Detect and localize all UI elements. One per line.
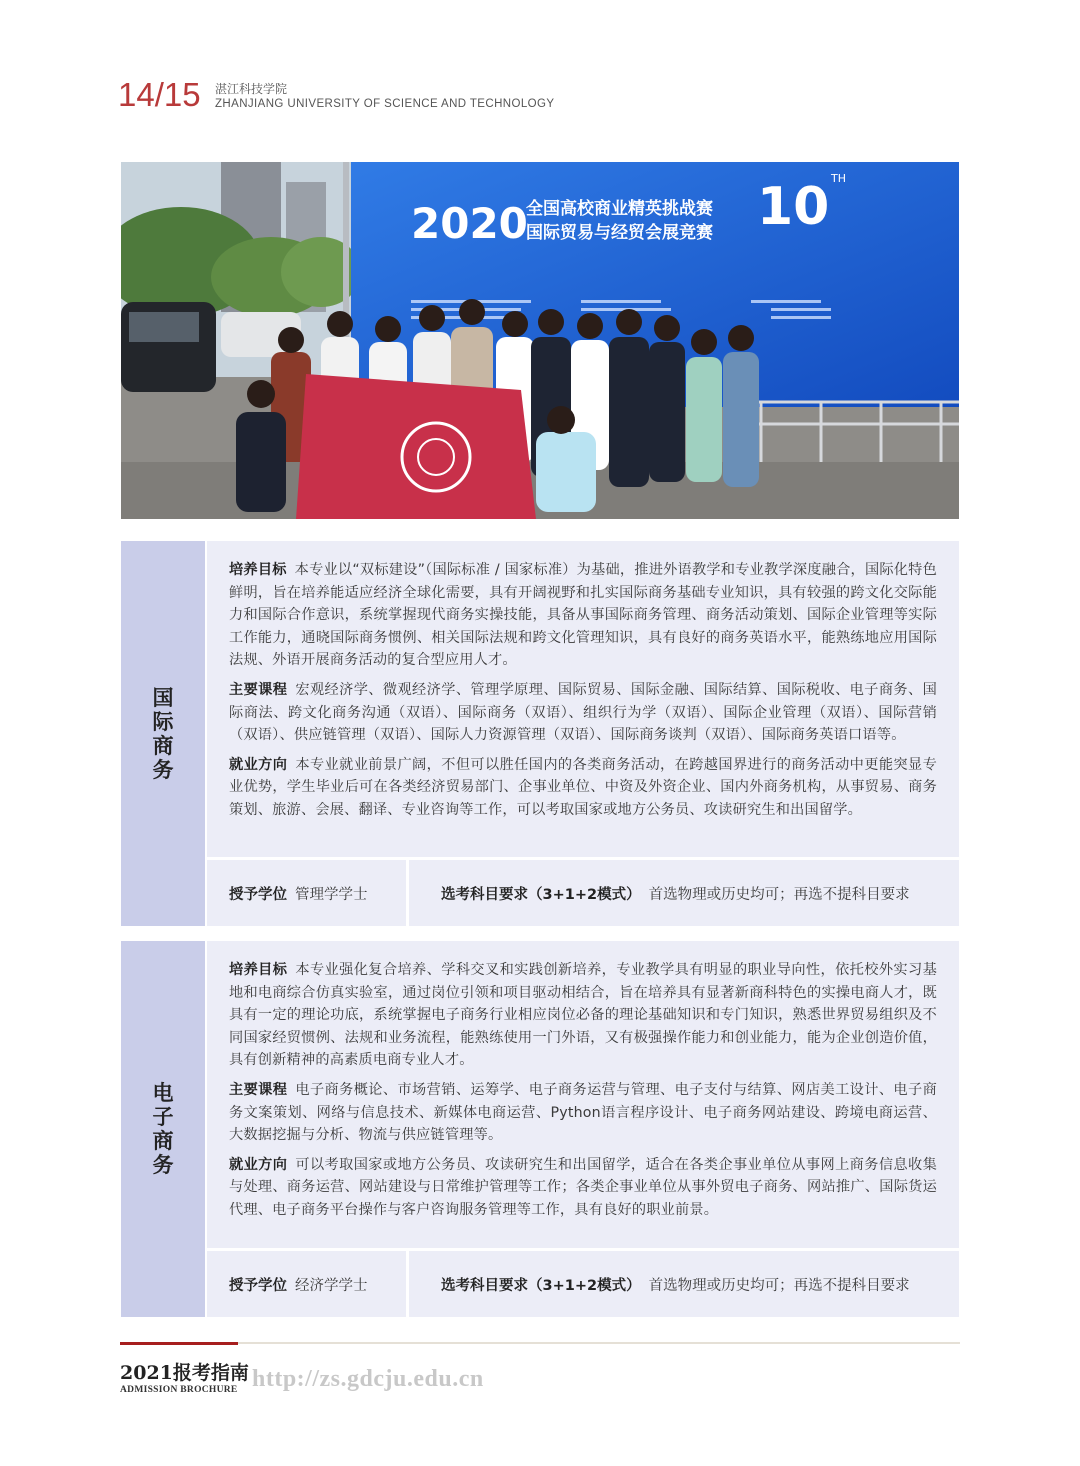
training-goal-text: 本专业以“双标建设”（国际标准 / 国家标准）为基础，推进外语教学和专业教学深度融合，国际化特色鲜明，旨在培养能适应经济全球化需要，具有开阔视野和扎实国际商务基础专业知识，具有较强的跨文化交际能力和国际合作意识，系统掌握现代商务实操技能，具备从事国际商务管理、商务活动策划、国际企业管理等实际工作能力，通晓国际商务惯例、相关国际法规和跨文化管理知识，具有良好的商务英语水平，能熟练地应用国际法规、外语开展商务活动的复合型应用人才。: [229, 562, 937, 669]
training-goal: [229, 559, 937, 672]
school-name-cn: 湛江科技学院: [215, 82, 288, 96]
banner-year: 2020: [411, 199, 528, 248]
degree-cell: [207, 860, 406, 926]
major-title-char: 际: [152, 709, 174, 734]
major-side-label: [121, 541, 205, 926]
main-courses: [229, 679, 937, 747]
career-direction: [229, 1154, 937, 1222]
degree-label: 授予学位: [229, 886, 287, 903]
degree-label: 授予学位: [229, 1277, 287, 1294]
major-title-char: 国: [152, 685, 174, 710]
subject-requirement-value: 首选物理或历史均可；再选不提科目要求: [648, 1277, 910, 1294]
major-title: [121, 686, 205, 782]
main-courses-label: 主要课程: [229, 681, 288, 698]
major-title-char: 子: [152, 1105, 174, 1129]
career-direction-label: 就业方向: [229, 756, 288, 773]
major-title: [121, 1081, 205, 1177]
banner-edition: 10: [757, 177, 830, 237]
degree-cell: [207, 1251, 406, 1317]
major-title-char: 务: [152, 757, 174, 782]
main-courses-text: 宏观经济学、微观经济学、管理学原理、国际贸易、国际金融、国际结算、国际税收、电子商务、国际商法、跨文化商务沟通（双语）、国际商务（双语）、组织行为学（双语）、国际企业管理（双语）、国际营销（双语）、供应链管理（双语）、国际人力资源管理（双语）、国际商务谈判（双语）、国际商务英语口语等。: [229, 681, 937, 744]
training-goal: [229, 959, 937, 1072]
major-side-label: [121, 941, 205, 1317]
footer-divider: [120, 1342, 960, 1344]
group-photo: [121, 162, 959, 519]
page-number: 14/15: [118, 76, 201, 113]
career-direction-label: 就业方向: [229, 1156, 288, 1173]
brochure-title-block: [120, 1362, 249, 1396]
banner-line1: 全国高校商业精英挑战赛: [526, 199, 713, 219]
major-description: [207, 541, 959, 857]
major-requirements-row: [207, 860, 959, 926]
subject-requirement-label: 选考科目要求（3+1+2模式）: [441, 1277, 641, 1294]
major-title-char: 商: [152, 733, 174, 758]
footer-divider-accent: [120, 1342, 238, 1345]
main-courses-text: 电子商务概论、市场营销、运筹学、电子商务运营与管理、电子支付与结算、网店美工设计、电子商务文案策划、网络与信息技术、新媒体电商运营、Python语言程序设计、电子商务网站建设、跨境电商运营、大数据挖掘与分析、物流与供应链管理等。: [229, 1081, 937, 1144]
banner-edition-sup: TH: [831, 172, 846, 185]
banner-line2: 国际贸易与经贸会展竞赛: [526, 223, 713, 243]
degree-value: 经济学学士: [295, 1277, 368, 1294]
major-title-char: 电: [152, 1081, 174, 1105]
subject-requirement-cell: [409, 860, 959, 926]
training-goal-label: 培养目标: [229, 562, 287, 578]
subject-requirement-cell: [409, 1251, 959, 1317]
career-direction-text: 可以考取国家或地方公务员、攻读研究生和出国留学，适合在各类企事业单位从事网上商务信息收集与处理、商务运营、网站建设与日常维护管理等工作；各类企事业单位从事外贸电子商务、网站推广、国际货运代理、电子商务平台操作与客户咨询服务管理等工作，具有良好的职业前景。: [229, 1156, 937, 1218]
school-name-en: ZHANJIANG UNIVERSITY OF SCIENCE AND TECHNOLOGY: [215, 98, 555, 110]
major-section-e-commerce: [121, 941, 959, 1317]
training-goal-label: 培养目标: [229, 962, 288, 978]
main-courses: [229, 1079, 937, 1147]
career-direction-text: 本专业就业前景广阔，不但可以胜任国内的各类商务活动，在跨越国界进行的商务活动中更能突显专业优势，学生毕业后可在各类经济贸易部门、企事业单位、中资及外资企业、国内外商务机构，从事贸易、商务策划、旅游、会展、翻译、专业咨询等工作，可以考取国家或地方公务员、攻读研究生和出国留学。: [229, 756, 937, 818]
training-goal-text: 本专业强化复合培养、学科交叉和实践创新培养，专业教学具有明显的职业导向性，依托校外实习基地和电商综合仿真实验室，通过岗位引领和项目驱动相结合，旨在培养具有显著新商科特色的实操电商人才，既具有一定的理论功底，系统掌握电子商务行业相应岗位必备的理论基础知识和专门知识，熟悉世界贸易组织及不同国家经贸惯例、法规和业务流程，能熟练使用一门外语，又有极强操作能力和创业能力，能为企业创造价值，具有创新精神的高素质电商专业人才。: [229, 962, 937, 1069]
degree-value: 管理学学士: [295, 886, 368, 903]
major-title-char: 务: [152, 1153, 174, 1177]
brochure-subtitle: ADMISSION BROCHURE: [120, 1385, 238, 1395]
career-direction: [229, 754, 937, 822]
admission-url[interactable]: http://zs.gdcju.edu.cn: [252, 1366, 484, 1392]
subject-requirement-value: 首选物理或历史均可；再选不提科目要求: [648, 886, 910, 903]
school-name-block: [215, 82, 554, 112]
main-courses-label: 主要课程: [229, 1081, 288, 1098]
major-section-international-business: [121, 541, 959, 926]
major-requirements-row: [207, 1251, 959, 1317]
brochure-title: 2021报考指南: [120, 1362, 249, 1384]
major-title-char: 商: [152, 1129, 174, 1153]
major-description: [207, 941, 959, 1248]
subject-requirement-label: 选考科目要求（3+1+2模式）: [441, 886, 641, 903]
